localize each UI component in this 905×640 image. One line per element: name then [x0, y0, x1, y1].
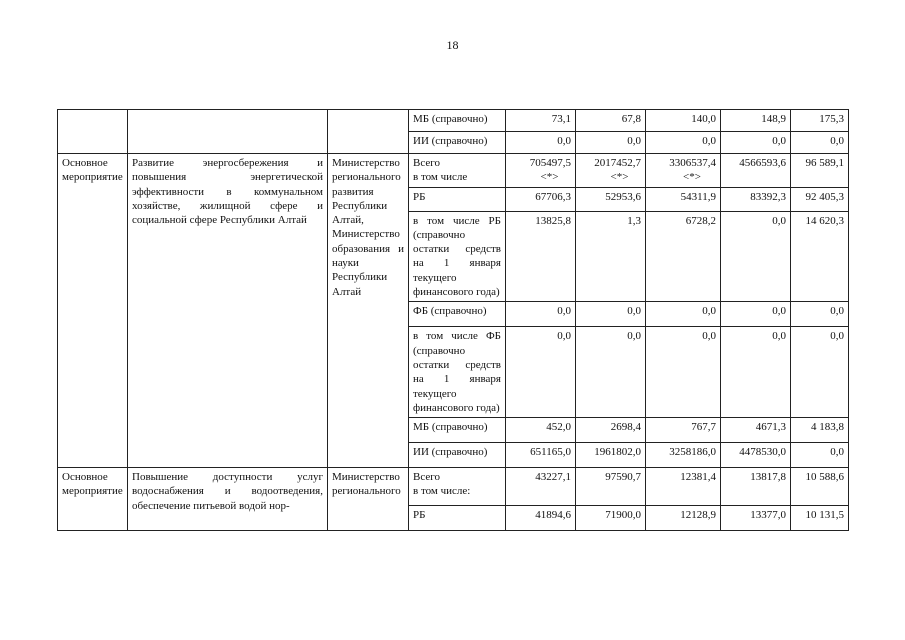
value-cell: 97590,7 [576, 468, 646, 506]
funding-source-total: Всего [413, 157, 440, 169]
value-cell: 10 588,6 [791, 468, 849, 506]
funding-source: в том числе РБ (справочно остатки средств на 1 января текущего финансового года) [409, 211, 506, 302]
value-cell: 767,7 [646, 418, 721, 443]
value-cell: 0,0 [721, 327, 791, 418]
value-cell: 1961802,0 [576, 443, 646, 468]
value-cell: 651165,0 [506, 443, 576, 468]
value-cell: 0,0 [791, 302, 849, 327]
footnote-mark: <*> [610, 171, 629, 184]
measure-type: Основное мероприятие [58, 468, 128, 531]
value: 705497,5 [529, 157, 571, 169]
table-row [58, 468, 849, 506]
value-cell: 6728,2 [646, 211, 721, 302]
value-cell: 43227,1 [506, 468, 576, 506]
value-cell: 52953,6 [576, 187, 646, 211]
value-cell: 41894,6 [506, 506, 576, 531]
footnote-mark: <*> [540, 171, 559, 184]
value-cell [576, 154, 646, 188]
funding-source: ИИ (справочно) [409, 132, 506, 154]
footnote-mark: <*> [683, 171, 701, 184]
value-cell: 96 589,1 [791, 154, 849, 188]
funding-source: ИИ (справочно) [409, 443, 506, 468]
funding-source [409, 468, 506, 506]
value-cell: 14 620,3 [791, 211, 849, 302]
value-cell: 0,0 [791, 132, 849, 154]
funding-source: в том числе ФБ (справочно остатки средств на 1 января текущего финансового года) [409, 327, 506, 418]
value-cell: 452,0 [506, 418, 576, 443]
measure-executor: Министерство регионального развития Республики Алтай, Министерство образования и науки Республики Алтай [328, 154, 409, 468]
empty-name-cell [128, 110, 328, 154]
value-cell: 1,3 [576, 211, 646, 302]
value-cell: 71900,0 [576, 506, 646, 531]
value-cell: 140,0 [646, 110, 721, 132]
value-cell: 4671,3 [721, 418, 791, 443]
value-cell: 0,0 [721, 302, 791, 327]
value-cell: 0,0 [576, 302, 646, 327]
funding-source [409, 154, 506, 188]
value-cell: 67706,3 [506, 187, 576, 211]
value-cell: 67,8 [576, 110, 646, 132]
value-cell: 0,0 [721, 211, 791, 302]
value: 3306537,4 [669, 157, 716, 169]
value-cell: 4478530,0 [721, 443, 791, 468]
value-cell: 13817,8 [721, 468, 791, 506]
value-cell: 92 405,3 [791, 187, 849, 211]
value-cell: 0,0 [576, 132, 646, 154]
measure-name: Развитие энергосбережения и повышения энергетической эффективности в коммунальном хозяйстве, жилищной сфере и социальной сфере Республики Алтай [128, 154, 328, 468]
value-cell: 0,0 [721, 132, 791, 154]
value-cell: 4566593,6 [721, 154, 791, 188]
value-cell: 148,9 [721, 110, 791, 132]
measure-executor: Министерство регионального [328, 468, 409, 531]
value-cell: 10 131,5 [791, 506, 849, 531]
value-cell: 0,0 [506, 132, 576, 154]
empty-executor-cell [328, 110, 409, 154]
value-cell: 0,0 [506, 302, 576, 327]
funding-source: РБ [409, 187, 506, 211]
budget-table [57, 109, 849, 531]
value-cell: 4 183,8 [791, 418, 849, 443]
value-cell: 13377,0 [721, 506, 791, 531]
value-cell: 0,0 [576, 327, 646, 418]
value: 2017452,7 [594, 157, 641, 169]
value-cell: 0,0 [791, 327, 849, 418]
value-cell: 3258186,0 [646, 443, 721, 468]
value-cell: 175,3 [791, 110, 849, 132]
funding-source: ФБ (справочно) [409, 302, 506, 327]
empty-type-cell [58, 110, 128, 154]
value-cell: 54311,9 [646, 187, 721, 211]
value-cell [646, 154, 721, 188]
value-cell [506, 154, 576, 188]
funding-source-total: Всего [413, 471, 440, 484]
funding-source: МБ (справочно) [409, 110, 506, 132]
value-cell: 13825,8 [506, 211, 576, 302]
value-cell: 12381,4 [646, 468, 721, 506]
measure-name: Повышение доступности услуг водоснабжения и водоотведения, обеспечение питьевой водой нор- [128, 468, 328, 531]
value-cell: 0,0 [646, 327, 721, 418]
value-cell: 0,0 [791, 443, 849, 468]
value-cell: 12128,9 [646, 506, 721, 531]
value-cell: 73,1 [506, 110, 576, 132]
value-cell: 2698,4 [576, 418, 646, 443]
table-row [58, 154, 849, 188]
funding-source: МБ (справочно) [409, 418, 506, 443]
page-number: 18 [446, 38, 459, 52]
value-cell: 0,0 [506, 327, 576, 418]
value-cell: 0,0 [646, 302, 721, 327]
value-cell: 83392,3 [721, 187, 791, 211]
measure-type: Основное мероприятие [58, 154, 128, 468]
value-cell: 0,0 [646, 132, 721, 154]
funding-source-subtitle: в том числе: [413, 485, 471, 498]
funding-source: РБ [409, 506, 506, 531]
table-row [58, 110, 849, 132]
funding-source-subtitle: в том числе [413, 171, 468, 184]
